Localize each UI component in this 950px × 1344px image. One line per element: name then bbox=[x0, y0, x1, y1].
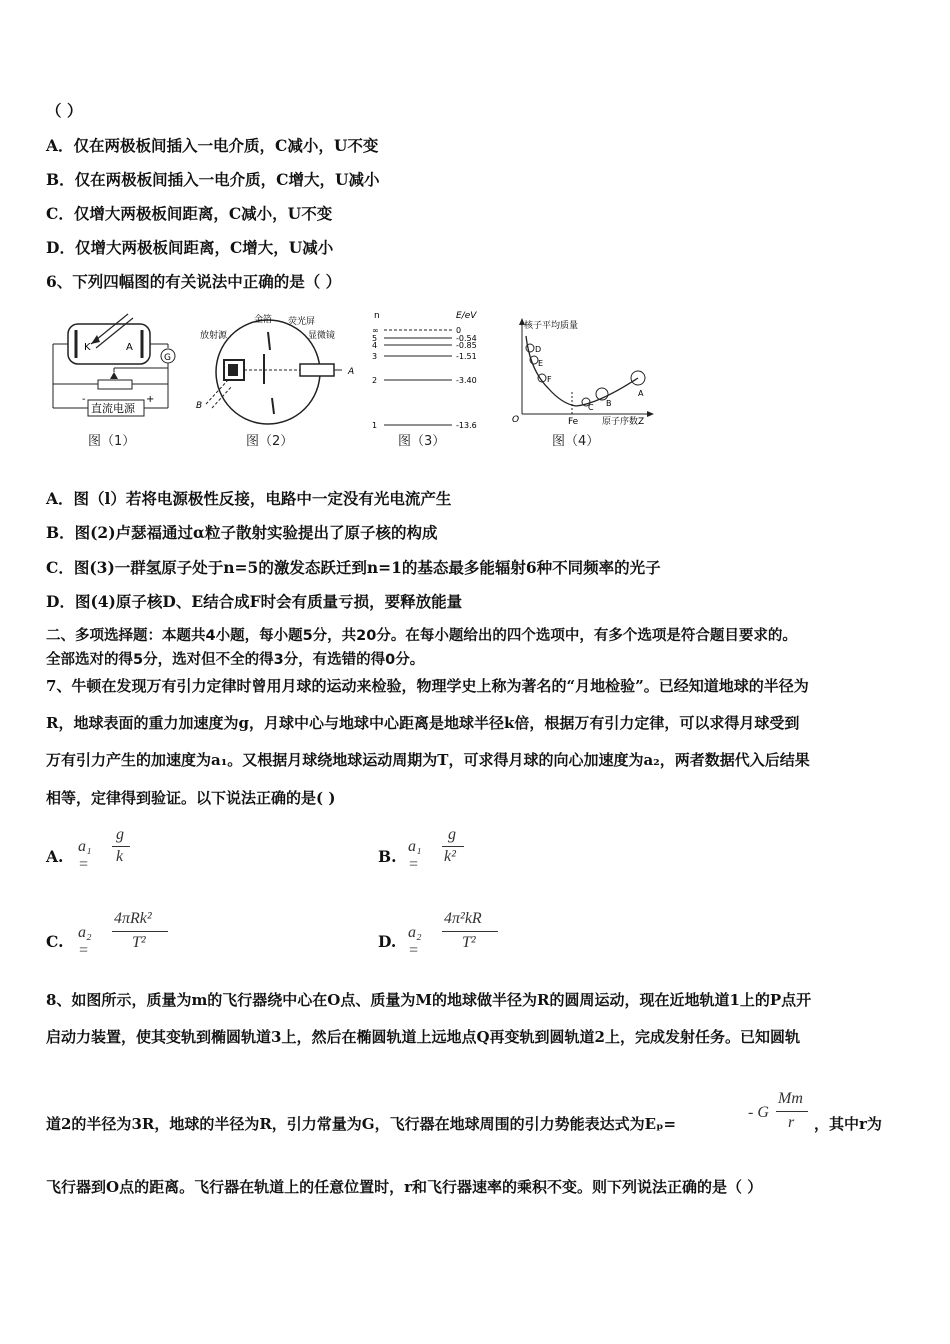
fig3-level-e: 0 bbox=[456, 326, 462, 335]
q7-line2: R，地球表面的重力加速度为g，月球中心与地球中心距离是地球半径k倍，根据万有引力定律，可以求得月球受到 bbox=[46, 714, 800, 732]
fig2-microscope-label: 显微镜 bbox=[308, 331, 336, 341]
formula-a-den: k bbox=[116, 848, 124, 865]
fig3-level-n: 5 bbox=[372, 334, 378, 343]
fig1-k-label: K bbox=[84, 342, 91, 353]
formula-d-bar bbox=[442, 931, 498, 932]
fig4-caption: 图（4） bbox=[552, 434, 600, 449]
q7-option-b-label[interactable]: B. bbox=[378, 847, 397, 866]
fig3-level-n: 1 bbox=[372, 421, 378, 430]
fig3-e-label: E/eV bbox=[456, 311, 477, 321]
q6-option-c[interactable]: C．图(3)一群氢原子处于n=5的激发态跃迁到n=1的基态最多能辐射6种不同频率的光子 bbox=[46, 558, 661, 577]
q5-paren: （ ） bbox=[46, 101, 83, 120]
fig4-point-c: C bbox=[588, 403, 594, 412]
fig4-point-b: B bbox=[606, 399, 612, 408]
fig3-level-n: 3 bbox=[372, 352, 378, 361]
fig1-caption: 图（1） bbox=[88, 434, 136, 449]
q5-option-a[interactable]: A．仅在两极板间插入一电介质，C减小，U不变 bbox=[46, 136, 379, 155]
q6-stem: 6、下列四幅图的有关说法中正确的是（ ） bbox=[46, 272, 342, 291]
fig3-level-e: -0.85 bbox=[456, 341, 477, 350]
ep-bar bbox=[776, 1111, 808, 1112]
q8-line1: 8、如图所示，质量为m的飞行器绕中心在O点、质量为M的地球做半径为R的圆周运动，现在近地轨道1上的P点开 bbox=[46, 991, 812, 1009]
fig1-minus: - bbox=[82, 394, 86, 405]
fig3-level-e: -3.40 bbox=[456, 376, 477, 385]
fig3-n-label: n bbox=[374, 311, 380, 321]
section2-line1: 二、多项选择题：本题共4小题，每小题5分，共20分。在每小题给出的四个选项中，有多个选项是符合题目要求的。 bbox=[46, 628, 797, 644]
fig4-xlabel: 原子序数Z bbox=[602, 417, 645, 427]
fig2-b-label: B bbox=[196, 401, 203, 411]
fig4-point-e: E bbox=[538, 359, 544, 368]
ep-den: r bbox=[788, 1114, 795, 1131]
q6-option-d[interactable]: D．图(4)原子核D、E结合成F时会有质量亏损，要释放能量 bbox=[46, 592, 463, 611]
formula-a-num: g bbox=[116, 826, 124, 843]
formula-c-bar bbox=[112, 931, 168, 932]
q7-line1: 7、牛顿在发现万有引力定律时曾用月球的运动来检验，物理学史上称为著名的“月地检验”。已经知道地球的半径为 bbox=[46, 677, 809, 695]
fig4-origin: O bbox=[512, 415, 520, 425]
fig3-level-n: 2 bbox=[372, 376, 378, 385]
fig1-g-label: G bbox=[164, 353, 171, 363]
fig4-nucleon-mass-curve bbox=[510, 314, 660, 428]
formula-c-lhs: a₂ = bbox=[78, 924, 92, 959]
fig3-level-e: -13.6 bbox=[456, 421, 477, 430]
fig4-point-f: F bbox=[547, 375, 552, 384]
fig3-caption: 图（3） bbox=[398, 434, 446, 449]
formula-b-lhs: a₁ = bbox=[408, 838, 422, 873]
ep-pre: - G bbox=[748, 1104, 769, 1121]
fig2-source-label: 放射源 bbox=[200, 331, 228, 341]
formula-c-num: 4πRk² bbox=[114, 910, 152, 927]
formula-b-bar bbox=[442, 846, 464, 847]
formula-d-den: T² bbox=[462, 934, 476, 951]
q7-option-a-label[interactable]: A. bbox=[46, 847, 64, 866]
fig1-a-label: A bbox=[126, 342, 133, 353]
q6-option-a[interactable]: A．图（l）若将电源极性反接，电路中一定没有光电流产生 bbox=[46, 489, 452, 508]
fig2-a-label: A bbox=[348, 367, 355, 377]
formula-c-den: T² bbox=[132, 934, 146, 951]
q5-option-d[interactable]: D．仅增大两极板间距离，C增大，U减小 bbox=[46, 238, 334, 257]
fig2-screen-label: 荧光屏 bbox=[288, 317, 316, 327]
q7-option-c-label[interactable]: C. bbox=[46, 932, 64, 951]
formula-d-lhs: a₂ = bbox=[408, 924, 422, 959]
fig3-level-e: -1.51 bbox=[456, 352, 477, 361]
ep-num: Mm bbox=[778, 1090, 803, 1107]
fig2-foil-label: 金箔 bbox=[254, 315, 273, 325]
formula-a-lhs: a₁ = bbox=[78, 838, 92, 873]
q7-line3: 万有引力产生的加速度为a₁。又根据月球绕地球运动周期为T，可求得月球的向心加速度为a₂，两者数据代入后结果 bbox=[46, 751, 810, 769]
formula-a-bar bbox=[112, 846, 130, 847]
formula-d-num: 4π²kR bbox=[444, 910, 482, 927]
q8-line2: 启动力装置，使其变轨到椭圆轨道3上，然后在椭圆轨道上远地点Q再变轨到圆轨道2上，完成发射任务。已知圆轨 bbox=[46, 1028, 800, 1046]
q8-line3a: 道2的半径为3R，地球的半径为R，引力常量为G，飞行器在地球周围的引力势能表达式为Eₚ= bbox=[46, 1115, 677, 1133]
fig4-ylabel: 核子平均质量 bbox=[524, 321, 579, 331]
fig3-level-e: -0.54 bbox=[456, 334, 477, 343]
q8-line3b: ，其中r为 bbox=[814, 1115, 882, 1133]
fig3-energy-levels bbox=[368, 310, 498, 430]
q7-option-d-label[interactable]: D. bbox=[378, 932, 397, 951]
formula-b-den: k² bbox=[444, 848, 456, 865]
fig4-point-a: A bbox=[638, 389, 644, 398]
fig1-plus: + bbox=[146, 394, 155, 405]
fig2-rutherford-scattering bbox=[192, 310, 362, 428]
q6-option-b[interactable]: B．图(2)卢瑟福通过α粒子散射实验提出了原子核的构成 bbox=[46, 523, 438, 542]
q8-line4: 飞行器到O点的距离。飞行器在轨道上的任意位置时，r和飞行器速率的乘积不变。则下列说法正确的是（ ） bbox=[46, 1178, 763, 1196]
fig3-level-n: ∞ bbox=[372, 326, 379, 335]
fig4-point-d: D bbox=[535, 345, 542, 354]
fig1-power-label: 直流电源 bbox=[91, 402, 135, 415]
section2-line2: 全部选对的得5分，选对但不全的得3分，有选错的得0分。 bbox=[46, 652, 425, 668]
fig4-fe-label: Fe bbox=[568, 417, 579, 427]
fig2-caption: 图（2） bbox=[246, 434, 294, 449]
q5-option-c[interactable]: C．仅增大两极板间距离，C减小，U不变 bbox=[46, 204, 333, 223]
q7-line4: 相等，定律得到验证。以下说法正确的是( ) bbox=[46, 789, 336, 807]
formula-b-num: g bbox=[448, 826, 456, 843]
fig3-level-n: 4 bbox=[372, 341, 378, 350]
q5-option-b[interactable]: B．仅在两极板间插入一电介质，C增大，U减小 bbox=[46, 170, 380, 189]
fig1-photoelectric-circuit bbox=[46, 308, 186, 426]
